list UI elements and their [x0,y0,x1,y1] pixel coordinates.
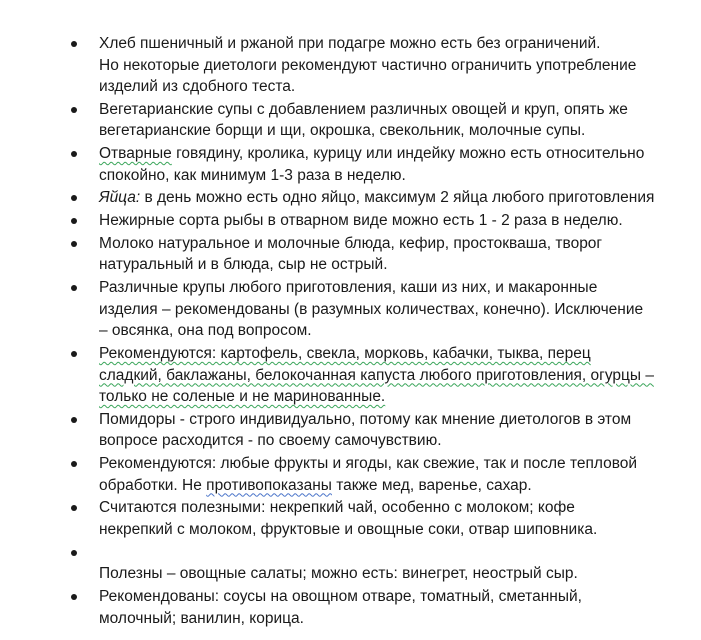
list-item [0,143,701,186]
list-item-text: Считаются полезными: некрепкий чай, особенно с молоком; кофе [99,499,575,517]
list-item-text [99,187,691,209]
list-item-text-rest: также мед, варенье, сахар. [331,476,532,494]
bullet-icon [71,107,77,113]
bullet-icon [71,550,77,556]
list-item-text: некрепкий с молоком, фруктовые и овощные соки, отвар шиповника. [99,520,598,538]
list-item-text: Рекомендованы: соусы на овощном отваре, томатный, сметанный, [99,588,582,606]
bullet-icon [71,151,77,157]
italic-term: Яйца: [99,189,141,207]
spellcheck-phrase: Рекомендуются: картофель, свекла, морковь, кабачки, тыква, перец [99,345,591,363]
list-item-text-rest: в день можно есть одно яйцо, максимум 2 яйца любого приготовления [140,189,655,207]
bullet-icon [71,461,77,467]
spellcheck-phrase: сладкий, баклажаны, белокочанная капуста любого приготовления, огурцы – [99,366,654,384]
bullet-icon [71,351,77,357]
empty-line [99,542,691,564]
list-item [0,586,701,629]
bullet-icon [71,41,77,47]
list-item [0,343,701,408]
list-item [0,210,701,232]
list-item-text: изделия – рекомендованы (в разумных количествах, конечно). Исключение [99,300,644,318]
list-item-text: Полезны – овощные салаты; можно есть: винегрет, неострый сыр. [99,565,578,583]
list-item [0,453,701,496]
list-item [0,409,701,452]
list-item [0,277,701,342]
list-item-text [99,475,691,497]
list-item [0,233,701,276]
list-item-text: натуральный и в блюда, сыр не острый. [99,256,388,274]
list-item-text: вопросе расходится - по своему самочувствию. [99,432,442,450]
list-item-text: Вегетарианские супы с добавлением различных овощей и круп, опять же [99,100,628,118]
list-item-text: Хлеб пшеничный и ржаной при подагре можно есть без ограничений. [99,35,601,52]
list-item-text: молочный; ванилин, корица. [99,609,304,627]
list-item-text: изделий из сдобного теста. [99,78,296,95]
list-item [0,497,701,540]
list-item [0,33,701,98]
list-item-text-part: обработки. Не [99,476,207,494]
list-item [0,187,701,209]
list-item-text: Различные крупы любого приготовления, каши из них, и макаронные [99,279,598,297]
list-item [0,99,701,142]
bullet-icon [71,195,77,201]
list-item-text: Но некоторые диетологи рекомендуют частично ограничить употребление [99,56,637,74]
spellcheck-phrase: только не соленые и не маринованные. [99,388,386,406]
diet-bullet-list [0,33,701,630]
bullet-icon [71,505,77,511]
bullet-icon [71,285,77,291]
spellcheck-word: противопоказаны [206,476,332,494]
list-item-text [99,343,691,365]
list-item-text: – овсянка, она под вопросом. [99,322,312,340]
spellcheck-word: Отварные [99,145,172,163]
list-item-text [99,143,691,165]
bullet-icon [71,594,77,600]
bullet-icon [71,417,77,423]
list-item-text [99,386,691,408]
list-item-text [99,365,691,387]
list-item-text: Рекомендуются: любые фрукты и ягоды, как свежие, так и после тепловой [99,455,638,473]
list-item-text: Молоко натуральное и молочные блюда, кефир, простокваша, творог [99,234,603,252]
list-item-text: Помидоры - строго индивидуально, потому как мнение диетологов в этом [99,410,632,428]
list-item-text-rest: говядину, кролика, курицу или индейку можно есть относительно [171,145,645,163]
list-item-text: спокойно, как минимум 1-3 раза в неделю. [99,166,406,184]
list-item-text: Нежирные сорта рыбы в отварном виде можно есть 1 - 2 раза в неделю. [99,212,623,230]
list-item-text: вегетарианские борщи и щи, окрошка, свекольник, молочные супы. [99,122,586,140]
bullet-icon [71,218,77,224]
list-item [0,542,701,585]
bullet-icon [71,241,77,247]
